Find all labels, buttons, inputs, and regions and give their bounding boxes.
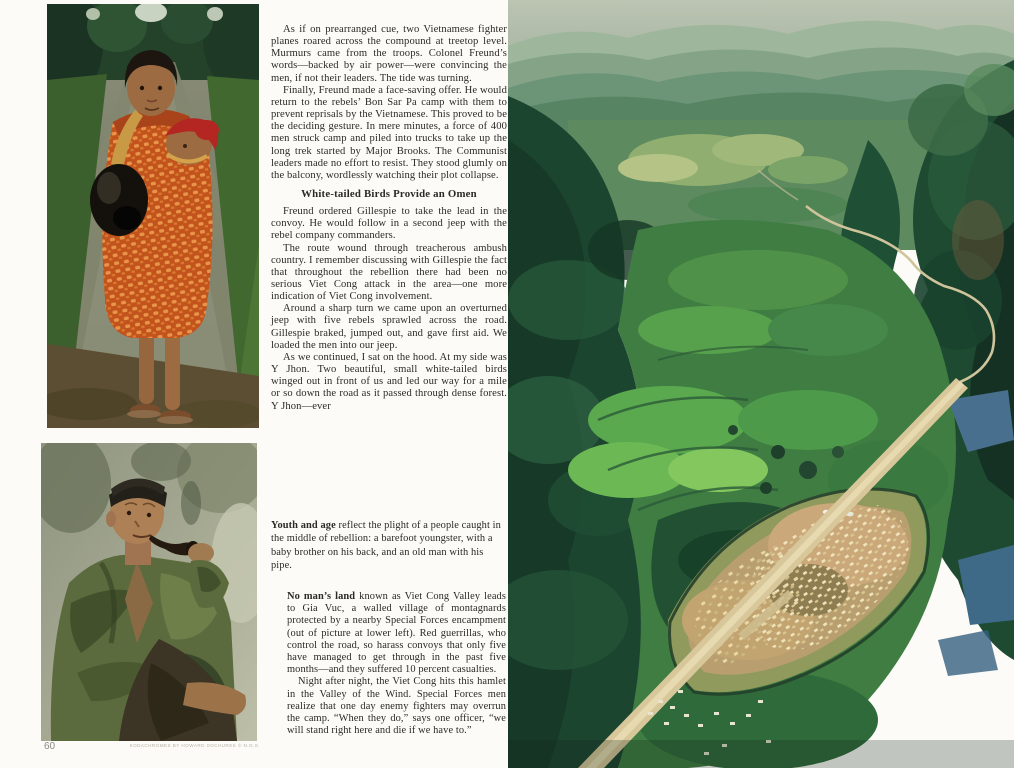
boy-photo-illustration <box>47 4 259 428</box>
photo-credit: KODACHROMES BY HOWARD SOCHUREK © N.G.S. <box>129 743 260 748</box>
caption-no-mans-land <box>287 591 506 737</box>
photo-boy-with-baby <box>47 4 259 428</box>
section-heading: White-tailed Birds Provide an Omen <box>301 188 477 201</box>
photo-man-with-pipe <box>41 443 257 741</box>
caption-text: known as Viet Cong Valley leads to Gia Vuc, a walled village of montagnards protected by a nearby Special Forces encampment (out of picture at lower left). Red guerrillas, who control the road, so harass convoys that only five have managed to get through in the past five months—and they suffered 10 percent casualties. <box>287 591 506 676</box>
caption-lead-in: No man’s land <box>287 591 356 602</box>
caption-lead-in: Youth and age <box>271 520 336 531</box>
man-photo-illustration <box>41 443 257 741</box>
paragraph: The route wound through treacherous ambush country. I remember discussing with Gillespie the fact that throughout the rebellion there had been no serious Viet Cong attack in the area—one more indication of Viet Cong involvement. <box>271 242 507 303</box>
article-text-column <box>271 24 507 413</box>
paragraph: Finally, Freund made a face-saving offer. He would return to the rebels’ Bon Sar Pa camp with them to prevent reprisals by the Vietnamese. This proved to be the deciding gesture. In mere minutes, a force of 400 men struck camp and piled into trucks to take up the long trek started by Major Brooks. The Communist leaders made no effort to resist. They stood glumly on the balcony, wordlessly watching their plot collapse. <box>271 84 507 181</box>
valley-photo-illustration <box>508 0 1014 768</box>
paragraph: Freund ordered Gillespie to take the lead in the convoy. He would follow in a second jeep with the rebel company commanders. <box>271 206 507 242</box>
page-number: 60 <box>44 741 56 752</box>
caption-text: Night after night, the Viet Cong hits this hamlet in the Valley of the Wind. Special Forces men realize that one day enemy fighters may overrun the camp. “When they do,” says one officer, “we will stand right here and die if we have to.” <box>287 676 506 737</box>
paragraph: As we continued, I sat on the hood. At my side was Y Jhon. Two beautiful, small white-tailed birds winged out in front of us and led our way for a mile or so down the road as it passed through dense forest. Y Jhon—ever <box>271 351 507 412</box>
paragraph: As if on prearranged cue, two Vietnamese fighter planes roared across the compound at treetop level. Murmurs came from the troops. Colonel Freund’s words—backed by air power—were convincing the men, if not their leaders. The tide was turning. <box>271 24 507 84</box>
photo-viet-cong-valley <box>508 0 1014 768</box>
caption-text: reflect the plight of a people caught in the middle of rebellion: a barefoot youngster, with a baby brother on his back, and an old man with his pipe. <box>271 520 501 572</box>
paragraph: Around a sharp turn we came upon an overturned jeep with five rebels sprawled across the road. Gillespie braked, jumped out, and gave first aid. We loaded the men into our jeep. <box>271 303 507 351</box>
caption-youth-and-age <box>271 519 503 573</box>
